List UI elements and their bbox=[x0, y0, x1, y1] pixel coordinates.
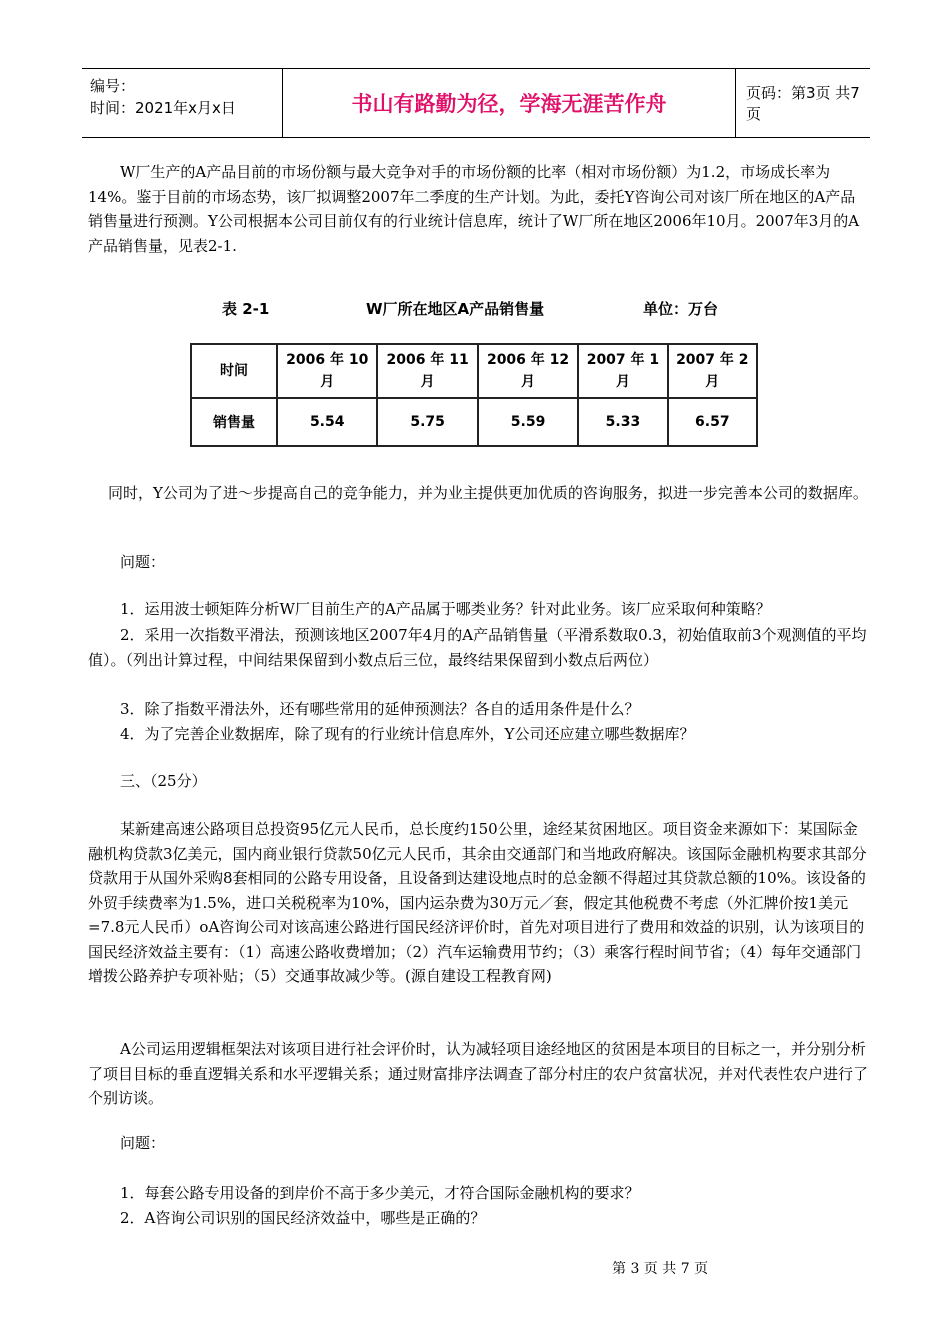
header-page-number: 页码：第3页 共7页 bbox=[746, 84, 860, 123]
table-month-cell: 2006 年 12 月 bbox=[478, 344, 578, 398]
section-3-question-label: 问题： bbox=[120, 1134, 166, 1152]
table-header-sales: 销售量 bbox=[191, 398, 277, 446]
page-header bbox=[82, 68, 870, 138]
sales-table bbox=[190, 343, 758, 447]
header-info-cell bbox=[82, 69, 283, 137]
page-footer: 第 3 页 共 7 页 bbox=[612, 1261, 709, 1277]
table-label: 表 2-1 bbox=[222, 300, 270, 318]
section-3-heading: 三、（25分） bbox=[120, 772, 207, 790]
table-header-time: 时间 bbox=[191, 344, 277, 398]
case-intro-paragraph: W厂生产的A产品目前的市场份额与最大竞争对手的市场份额的比率（相对市场份额）为1.2，市场成长率为14%。鉴于目前的市场态势，该厂拟调整2007年二季度的生产计划。为此，委托Y咨询公司对该厂所在地区的A产品销售量进行预测。Y公司根据本公司目前仅有的行业统计信息库，统计了W厂所在地区2006年10月。2007年3月的A产品销售量，见表2-1. bbox=[88, 163, 860, 255]
table-sales-cell: 5.33 bbox=[578, 398, 667, 446]
case-question-3: 3．除了指数平滑法外，还有哪些常用的延伸预测法？各自的适用条件是什么？ bbox=[120, 700, 640, 718]
case-question-1: 1．运用波士顿矩阵分析W厂目前生产的A产品属于哪类业务？针对此业务。该厂应采取何种策略？ bbox=[120, 600, 771, 618]
section-3-question-2: 2．A咨询公司识别的国民经济效益中，哪些是正确的？ bbox=[120, 1209, 486, 1227]
table-month-cell: 2007 年 1 月 bbox=[578, 344, 667, 398]
section-3-paragraph-2: A公司运用逻辑框架法对该项目进行社会评价时，认为减轻项目途经地区的贫困是本项目的目标之一，并分别分析了项目目标的垂直逻辑关系和水平逻辑关系；通过财富排序法调查了部分村庄的农户贫富状况，并对代表性农户进行了个别访谈。 bbox=[88, 1040, 869, 1107]
header-date: 时间：2021年x月x日 bbox=[90, 99, 236, 117]
table-month-cell: 2006 年 10 月 bbox=[277, 344, 377, 398]
section-3-paragraph-1: 某新建高速公路项目总投资95亿元人民币，总长度约150公里，途经某贫困地区。项目资金来源如下：某国际金融机构贷款3亿美元，国内商业银行贷款50亿元人民币，其余由交通部门和当地政府解决。该国际金融机构要求其部分贷款用于从国外采购8套相同的公路专用设备，且设备到达建设地点时的总金额不得超过其贷款总额的10%。该设备的外贸手续费率为1.5%，进口关税税率为10%，国内运杂费为30万元／套，假定其他税费不考虑（外汇牌价按1美元=7.8元人民币）oA咨询公司对该高速公路进行国民经济评价时，首先对项目进行了费用和效益的识别，认为该项目的国民经济效益主要有：（1）高速公路收费增加；（2）汽车运输费用节约；（3）乘客行程时间节省；（4）每年交通部门增拨公路养护专项补贴；（5）交通事故减少等。(源自建设工程教育网) bbox=[88, 820, 867, 985]
case-question-label: 问题： bbox=[120, 553, 166, 571]
header-motto: 书山有路勤为径，学海无涯苦作舟 bbox=[283, 69, 736, 137]
table-sales-cell: 5.54 bbox=[277, 398, 377, 446]
case-question-4: 4．为了完善企业数据库，除了现有的行业统计信息库外，Y公司还应建立哪些数据库？ bbox=[120, 725, 695, 743]
table-sales-cell: 6.57 bbox=[668, 398, 757, 446]
header-code: 编号： bbox=[90, 77, 136, 95]
table-sales-cell: 5.75 bbox=[377, 398, 477, 446]
table-sales-cell: 5.59 bbox=[478, 398, 578, 446]
table-month-cell: 2007 年 2 月 bbox=[668, 344, 757, 398]
table-month-cell: 2006 年 11 月 bbox=[377, 344, 477, 398]
table-row-time bbox=[191, 344, 757, 398]
case-paragraph-2: 同时，Y公司为了进～步提高自己的竞争能力，并为业主提供更加优质的咨询服务，拟进一步完善本公司的数据库。 bbox=[108, 484, 868, 502]
case-question-2: 2．采用一次指数平滑法，预测该地区2007年4月的A产品销售量（平滑系数取0.3，初始值取前3个观测值的平均值）。（列出计算过程，中间结果保留到小数点后三位，最终结果保留到小数点后两位） bbox=[88, 626, 867, 669]
table-row-sales bbox=[191, 398, 757, 446]
section-3-question-1: 1．每套公路专用设备的到岸价不高于多少美元，才符合国际金融机构的要求？ bbox=[120, 1184, 640, 1202]
table-unit: 单位：万台 bbox=[643, 300, 719, 318]
table-title: W厂所在地区A产品销售量 bbox=[366, 300, 545, 318]
